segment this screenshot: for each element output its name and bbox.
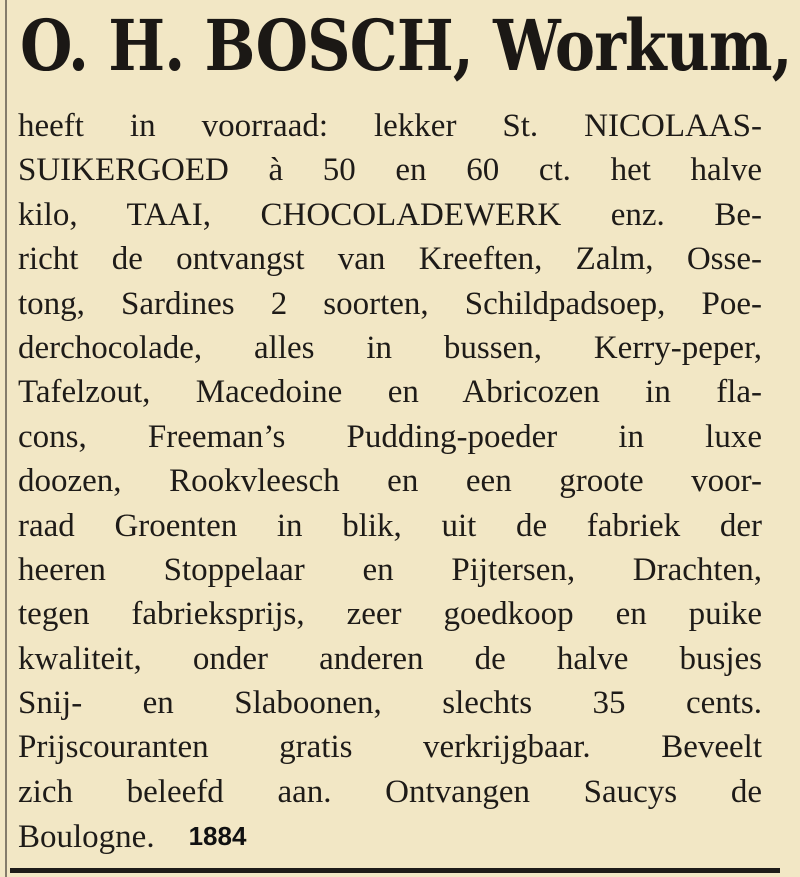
ad-line-8: cons, Freeman’s Pudding-poeder in luxe	[18, 418, 762, 455]
ad-line-7: Tafelzout, Macedoine en Abricozen in fla-	[18, 374, 762, 411]
ad-line-6: derchocolade, alles in bussen, Kerry-peper,	[18, 329, 762, 366]
ad-line-14: Snij- en Slaboonen, slechts 35 cents.	[18, 685, 762, 722]
ad-line-10: raad Groenten in blik, uit de fabriek der	[18, 507, 762, 544]
ad-closing-text: Boulogne.	[18, 819, 155, 856]
ad-line-9: doozen, Rookvleesch en een groote voor-	[18, 463, 762, 500]
ad-line-13: kwaliteit, onder anderen de halve busjes	[18, 640, 762, 677]
ad-line-11: heeren Stoppelaar en Pijtersen, Drachten,	[18, 551, 762, 588]
ad-line-4: richt de ontvangst van Kreeften, Zalm, Osse-	[18, 241, 762, 278]
advertiser-headline: O. H. BOSCH, Workum,	[20, 4, 792, 87]
ad-line-16: zich beleefd aan. Ontvangen Saucys de	[18, 773, 762, 810]
ad-line-15: Prijscouranten gratis verkrijgbaar. Beveelt	[18, 729, 762, 766]
advertisement-body	[18, 104, 762, 859]
ad-line-17	[18, 814, 762, 858]
ad-line-2: SUIKERGOED à 50 en 60 ct. het halve	[18, 152, 762, 189]
ad-line-5: tong, Sardines 2 soorten, Schildpadsoep, Poe-	[18, 285, 762, 322]
bottom-rule	[10, 868, 780, 873]
ad-line-1: heeft in voorraad: lekker St. NICOLAAS-	[18, 108, 762, 144]
ad-line-3: kilo, TAAI, CHOCOLADEWERK enz. Be-	[18, 196, 762, 233]
left-column-rule	[5, 0, 7, 877]
ad-line-12: tegen fabrieksprijs, zeer goedkoop en puike	[18, 596, 762, 633]
year-label: 1884	[188, 821, 247, 852]
